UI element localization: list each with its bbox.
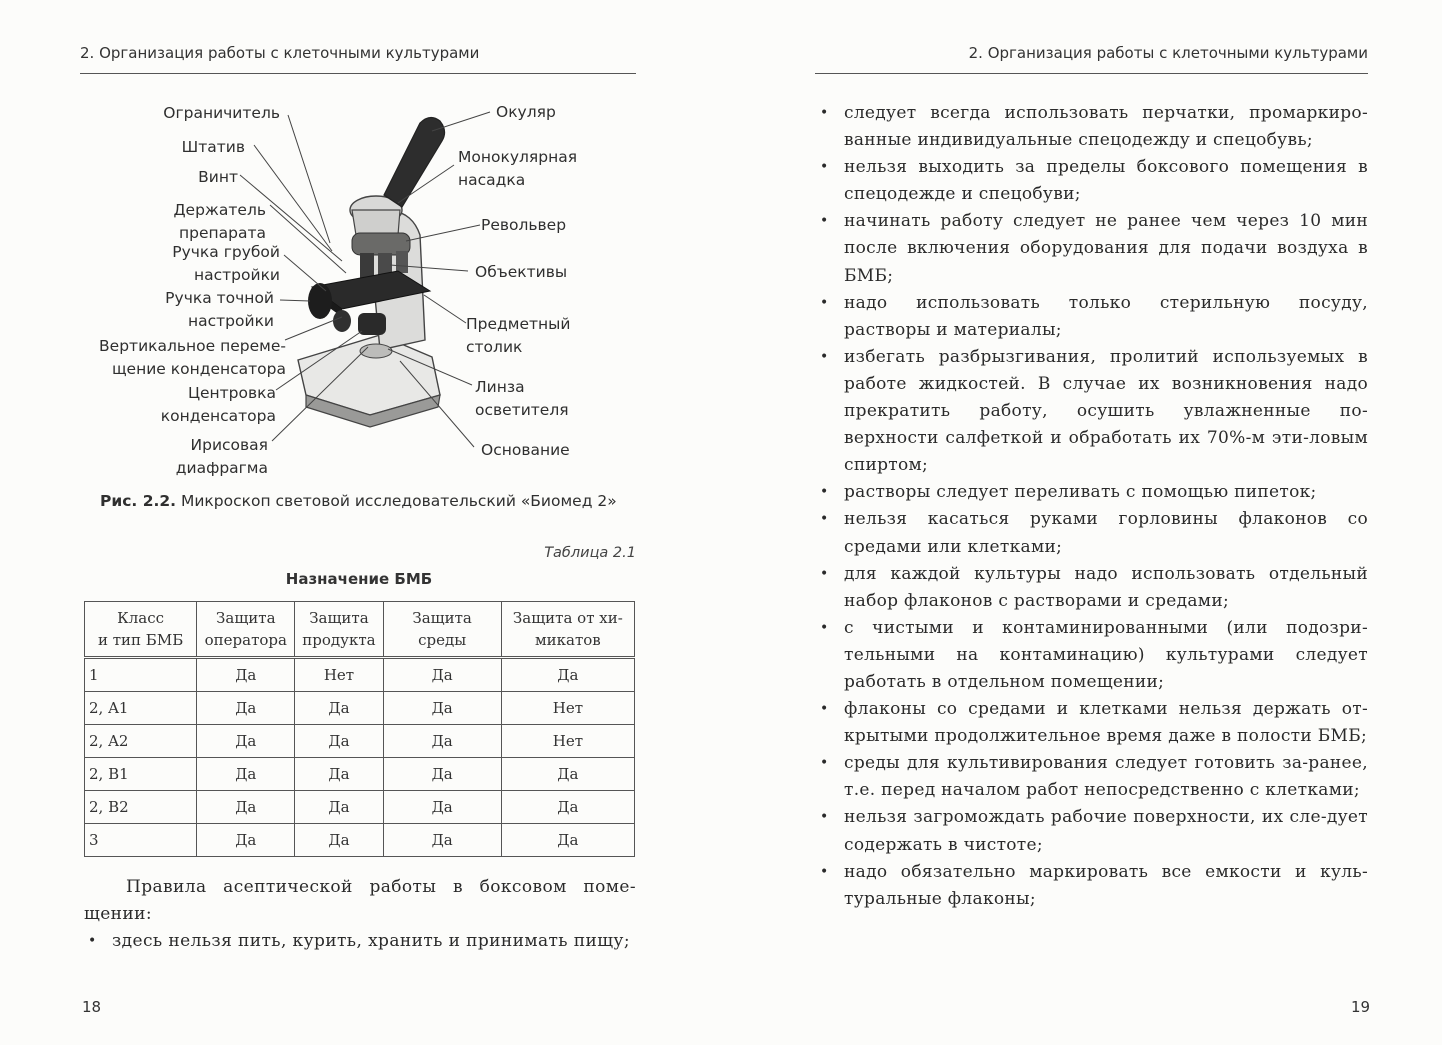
list-item-text: надо обязательно маркировать все емкости и куль-туральные флаконы; [844,861,1368,909]
bullet-icon: • [820,619,829,636]
list-item [816,615,1368,696]
callout-stage: Предметный столик [466,315,571,356]
table-cell: Да [383,692,501,725]
bmb-table [84,601,635,857]
list-item-text: нельзя выходить за пределы боксового помещения в спецодежде и спецобуви; [844,157,1368,205]
bullet-icon: • [820,294,829,311]
callout-stand: Штатив [181,138,245,156]
figure-caption-text: Микроскоп световой исследовательский «Биомед 2» [176,492,617,510]
table-cell: Да [197,725,295,758]
page-number-left: 18 [82,998,102,1016]
running-header-left: 2. Организация работы с клеточными культурами [80,44,636,74]
table-cell: 2, A2 [85,725,197,758]
callout-eyepiece: Окуляр [496,103,556,121]
table-cell: Да [383,791,501,824]
table-row [85,791,635,824]
callout-revolver: Револьвер [481,216,567,234]
bullet-icon: • [820,159,829,176]
table-cell: Да [197,692,295,725]
table-cell: Да [295,791,383,824]
table-header-cell: Защита среды [383,602,501,658]
right-body-text [816,100,1368,913]
table-cell: 2, B1 [85,758,197,791]
list-item-text: нельзя касаться руками горловины флаконов со средами или клетками; [844,509,1368,557]
list-item-text: начинать работу следует не ранее чем через 10 мин после включения оборудования для подачи воздуха в БМБ; [844,211,1368,286]
list-item-text: следует всегда использовать перчатки, промаркиро-ванные индивидуальные спецодежду и спецобувь; [844,103,1368,151]
table-cell: Да [501,658,634,692]
table-cell: Да [383,758,501,791]
callout-objectives: Объективы [475,263,568,281]
table-title: Назначение БМБ [285,570,433,588]
table-cell: Да [383,658,501,692]
table-cell: 1 [85,658,197,692]
page-number-right: 19 [1351,998,1371,1016]
list-item-text: нельзя загромождать рабочие поверхности, их сле-дует содержать в чистоте; [844,807,1368,855]
table-header-cell: Класс и тип БМБ [85,602,197,658]
figure-caption [100,492,636,510]
callout-limiter: Ограничитель [163,104,280,122]
list-item [816,804,1368,858]
table-cell: 3 [85,824,197,857]
bullet-icon: • [820,511,829,528]
table-header-cell: Защита от хи- микатов [501,602,634,658]
callout-mono-head: Монокулярная насадка [458,148,578,189]
list-item [816,859,1368,913]
table-cell: 2, B2 [85,791,197,824]
microscope-figure [80,95,636,490]
table-header-cell: Защита оператора [197,602,295,658]
bullet-icon: • [820,701,829,718]
list-item-text: среды для культивирования следует готовить за-ранее, т.е. перед началом работ непосредственно с клетками; [844,753,1368,801]
list-item-text: растворы следует переливать с помощью пипеток; [844,482,1317,503]
table-header-cell: Защита продукта [295,602,383,658]
table-cell: Да [295,692,383,725]
table-cell: Да [383,824,501,857]
list-item [816,561,1368,615]
bullet-icon: • [820,105,829,121]
table-cell: Да [295,824,383,857]
list-item-text: надо использовать только стерильную посуду, растворы и материалы; [844,292,1368,340]
callout-screw: Винт [198,168,238,186]
list-item [816,696,1368,750]
table-cell: Да [197,791,295,824]
list-item [816,290,1368,344]
bullet-icon: • [820,213,829,230]
table-header-row [85,602,635,658]
list-item [816,100,1368,154]
bullet-icon: • [820,809,829,826]
table-row [85,758,635,791]
callout-iris: Ирисовая диафрагма [175,436,268,477]
table-cell: Нет [501,692,634,725]
right-rules-list [816,100,1368,913]
callout-condenser-centering: Центровка конденсатора [160,384,276,425]
table-cell: Да [383,725,501,758]
list-item [816,344,1368,479]
table-cell: Да [197,658,295,692]
list-item-text: флаконы со средами и клетками нельзя держать от-крытыми продолжительное время даже в полости БМБ; [844,699,1368,747]
running-header-right: 2. Организация работы с клеточными культурами [815,44,1368,74]
table-row [85,824,635,857]
list-item-text: здесь нельзя пить, курить, хранить и принимать пищу; [112,931,630,951]
left-rules-list [84,928,636,955]
table-row [85,725,635,758]
list-item-text: для каждой культуры надо использовать отдельный набор флаконов с растворами и средами; [844,563,1368,611]
list-item-text: с чистыми и контаминированными (или подозри-тельными на контаминацию) культурами следует работать в отдельном помещении; [844,617,1368,692]
table-number: Таблица 2.1 [544,545,636,561]
table-row [85,658,635,692]
callout-lens: Линза осветителя [475,378,569,419]
right-page [720,0,1442,1045]
left-page [0,0,720,1045]
rules-intro-paragraph: Правила асептической работы в боксовом поме-щении: [84,877,636,924]
callout-coarse-knob: Ручка грубой настройки [172,243,280,284]
list-item [816,208,1368,289]
list-item [84,928,636,955]
bullet-icon: • [820,348,829,365]
bullet-icon: • [88,933,97,949]
table-cell: Да [295,758,383,791]
table-row [85,692,635,725]
callout-condenser-vertical: Вертикальное переме- щение конденсатора [99,337,286,378]
table-cell: Нет [501,725,634,758]
table-cell: 2, A1 [85,692,197,725]
left-body-text [84,874,636,955]
table-cell: Да [197,824,295,857]
table-cell: Да [501,824,634,857]
list-item [816,750,1368,804]
bullet-icon: • [820,484,829,501]
table-cell: Да [197,758,295,791]
bullet-icon: • [820,755,829,772]
table-cell: Да [295,725,383,758]
callout-base: Основание [481,441,570,459]
bullet-icon: • [820,863,829,880]
list-item [816,479,1368,506]
table-cell: Да [501,791,634,824]
list-item [816,154,1368,208]
bullet-icon: • [820,565,829,582]
list-item [816,506,1368,560]
callout-slide-holder: Держатель препарата [173,201,266,242]
list-item-text: избегать разбрызгивания, пролитий используемых в работе жидкостей. В случае их возникновения надо прекратить работу, осушить увлажненные по-верхности салфеткой и обработать их 70%-м эти-ловым спиртом; [844,346,1368,476]
figure-caption-label: Рис. 2.2. [100,492,177,510]
callout-fine-knob: Ручка точной настройки [165,289,274,330]
table-cell: Нет [295,658,383,692]
table-cell: Да [501,758,634,791]
